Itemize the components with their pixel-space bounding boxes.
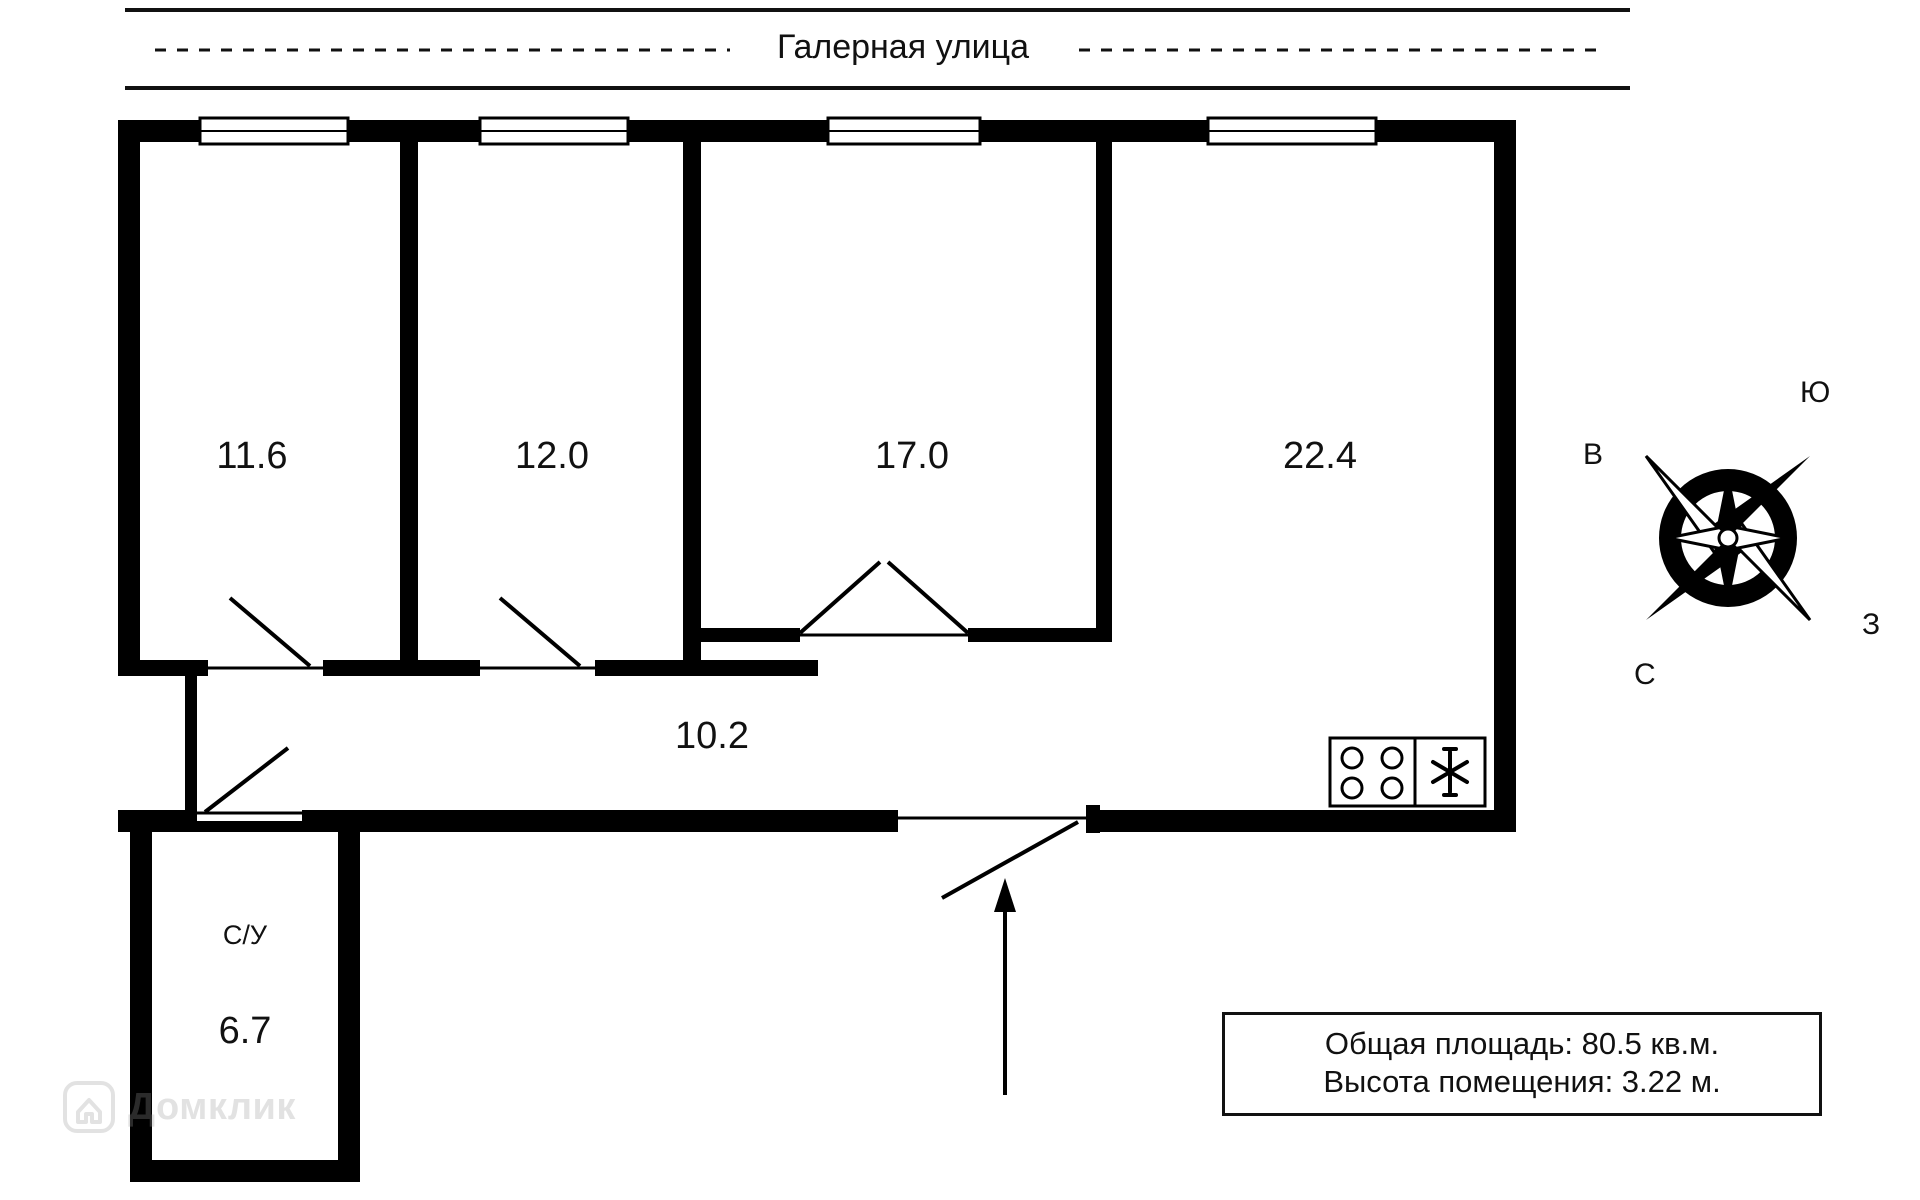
compass-rose (1646, 456, 1810, 620)
info-box (1222, 1012, 1822, 1116)
street-name-label: Галерная улица (730, 28, 1076, 67)
room-area-corridor: 10.2 (675, 715, 749, 757)
compass-label-z: З (1862, 608, 1881, 641)
compass-label-yu: Ю (1800, 376, 1831, 409)
watermark-text: Домклик (128, 1085, 296, 1128)
room-area-bathroom: 6.7 (218, 1010, 272, 1052)
ceiling-height-text: Высота помещения: 3.22 м. (1323, 1063, 1721, 1099)
house-icon (62, 1080, 116, 1134)
compass-label-v: В (1583, 438, 1604, 471)
compass-label-s: С (1634, 658, 1656, 691)
room-label-bathroom: С/У (222, 920, 268, 950)
watermark (62, 1080, 296, 1134)
stove-icon (1330, 738, 1415, 806)
room-area-2: 12.0 (515, 435, 589, 477)
room-area-1: 11.6 (216, 435, 288, 477)
snowflake-icon (1415, 738, 1485, 806)
total-area-text: Общая площадь: 80.5 кв.м. (1324, 1026, 1720, 1061)
entrance-arrow-icon (994, 878, 1016, 1095)
room-area-3: 17.0 (875, 435, 949, 477)
room-area-4: 22.4 (1283, 435, 1357, 477)
